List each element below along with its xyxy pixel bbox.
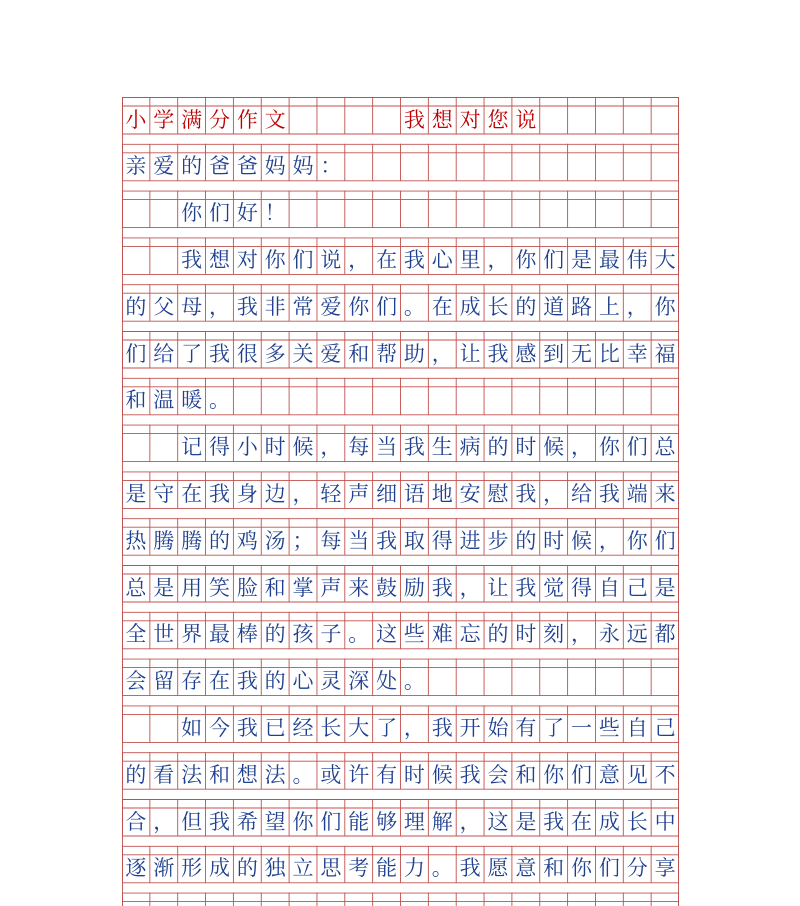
essay-char: 时 (403, 762, 425, 787)
essay-char: 够 (376, 809, 398, 834)
essay-char: 都 (654, 622, 676, 647)
essay-char: 的 (264, 669, 286, 694)
essay-char: 我 (208, 481, 230, 506)
essay-char: 会 (487, 762, 509, 787)
essay-char: 守 (153, 481, 175, 506)
essay-char: 感 (515, 341, 537, 366)
essay-char: 候 (292, 435, 314, 460)
essay-char: 这 (487, 809, 509, 834)
essay-char: 关 (292, 341, 314, 366)
essay-char: 妈 (264, 154, 286, 179)
essay-char: 大 (348, 715, 370, 740)
essay-char: 幸 (626, 341, 648, 366)
essay-char: 是 (153, 575, 175, 600)
essay-title-char: 我 (403, 107, 425, 132)
essay-char: 给 (153, 341, 175, 366)
essay-char: 你 (598, 435, 620, 460)
essay-char: 己 (626, 575, 648, 600)
essay-char: 合 (125, 809, 147, 834)
essay-title-char: 想 (431, 107, 453, 132)
essay-char: 始 (487, 715, 509, 740)
essay-char: 腾 (153, 528, 175, 553)
essay-char: 妈 (292, 154, 314, 179)
essay-char: 里 (459, 247, 481, 272)
essay-char: 脸 (236, 575, 258, 600)
essay-char: 路 (571, 294, 593, 319)
essay-char: 们 (543, 247, 565, 272)
essay-char: 的 (125, 762, 147, 787)
essay-char: ， (626, 294, 648, 319)
essay-char: 棒 (236, 622, 258, 647)
essay-char: 看 (153, 762, 175, 787)
essay-char: 你 (571, 856, 593, 881)
essay-char: 我 (236, 294, 258, 319)
essay-char: ， (487, 247, 509, 272)
essay-char: 我 (403, 435, 425, 460)
essay-char: 们 (208, 201, 230, 226)
essay-char: 子 (320, 622, 342, 647)
essay-char: 意 (598, 762, 620, 787)
essay-char: 暖 (181, 388, 203, 413)
essay-char: 福 (654, 341, 676, 366)
essay-char: 想 (208, 247, 230, 272)
essay-char: 力 (403, 856, 425, 881)
essay-char: 每 (320, 528, 342, 553)
essay-char: 我 (543, 809, 565, 834)
essay-char: 能 (348, 809, 370, 834)
essay-char: 声 (348, 481, 370, 506)
essay-char: 的 (515, 528, 537, 553)
essay-char: 来 (348, 575, 370, 600)
essay-char: 进 (459, 528, 481, 553)
essay-char: 记 (181, 435, 203, 460)
essay-char: 灵 (320, 669, 342, 694)
essay-char: ： (320, 154, 342, 179)
essay-char: 声 (320, 575, 342, 600)
essay-char: 和 (543, 856, 565, 881)
essay-char: 心 (431, 247, 453, 272)
essay-char: 难 (431, 622, 453, 647)
essay-char: 愿 (487, 856, 509, 881)
essay-char: 爱 (153, 154, 175, 179)
essay-char: 渐 (153, 856, 175, 881)
composition-paper (122, 97, 679, 906)
essay-char: 你 (348, 294, 370, 319)
essay-char: 我 (598, 481, 620, 506)
essay-char: ， (431, 341, 453, 366)
essay-char: 给 (571, 481, 593, 506)
essay-char: 我 (487, 341, 509, 366)
essay-char: 我 (515, 575, 537, 600)
essay-char: 意 (515, 856, 537, 881)
essay-char: 我 (208, 341, 230, 366)
essay-char: 但 (181, 809, 203, 834)
essay-char: 轻 (320, 481, 342, 506)
essay-char: 和 (125, 388, 147, 413)
essay-char: 身 (236, 481, 258, 506)
essay-char: 长 (320, 715, 342, 740)
essay-char: 远 (626, 622, 648, 647)
essay-char: 和 (348, 341, 370, 366)
essay-char: 生 (431, 435, 453, 460)
essay-char: 的 (264, 622, 286, 647)
essay-char: 总 (654, 435, 676, 460)
essay-char: 步 (487, 528, 509, 553)
essay-char: 你 (543, 762, 565, 787)
essay-char: 母 (181, 294, 203, 319)
essay-char: 思 (320, 856, 342, 881)
essay-char: 到 (543, 341, 565, 366)
essay-char: ， (459, 809, 481, 834)
essay-char: 会 (125, 669, 147, 694)
essay-char: 我 (431, 575, 453, 600)
essay-char: 我 (459, 762, 481, 787)
essay-char: 爸 (236, 154, 258, 179)
essay-char: 希 (236, 809, 258, 834)
essay-char: 说 (320, 247, 342, 272)
essay-char: 候 (571, 528, 593, 553)
essay-char: ， (571, 622, 593, 647)
essay-char: 让 (487, 575, 509, 600)
essay-char: 你 (654, 294, 676, 319)
essay-char: 当 (348, 528, 370, 553)
essay-char: 的 (208, 528, 230, 553)
essay-char: 时 (515, 435, 537, 460)
essay-char: 我 (459, 856, 481, 881)
essay-char: 你 (626, 528, 648, 553)
essay-char: ， (459, 575, 481, 600)
essay-char: 来 (654, 481, 676, 506)
essay-char: 一 (571, 715, 593, 740)
essay-char: 们 (571, 762, 593, 787)
essay-char: 亲 (125, 154, 147, 179)
essay-char: 在 (181, 481, 203, 506)
header-label-char: 作 (236, 107, 258, 132)
essay-char: 了 (376, 715, 398, 740)
essay-char: ， (598, 528, 620, 553)
essay-char: 的 (487, 622, 509, 647)
essay-char: 。 (292, 762, 314, 787)
essay-char: 理 (403, 809, 425, 834)
essay-char: 端 (626, 481, 648, 506)
essay-char: 你 (292, 809, 314, 834)
header-label-char: 满 (181, 107, 203, 132)
essay-char: 当 (376, 435, 398, 460)
essay-char: 。 (348, 622, 370, 647)
essay-char: 好 (236, 201, 258, 226)
essay-char: 的 (515, 294, 537, 319)
essay-char: 我 (181, 247, 203, 272)
essay-char: 细 (376, 481, 398, 506)
essay-char: 留 (153, 669, 175, 694)
essay-char: 刻 (543, 622, 565, 647)
essay-char: 你 (515, 247, 537, 272)
essay-char: 爱 (320, 294, 342, 319)
essay-char: 你 (181, 201, 203, 226)
header-label-char: 文 (264, 107, 286, 132)
essay-char: 独 (264, 856, 286, 881)
essay-char: 比 (598, 341, 620, 366)
essay-char: 解 (431, 809, 453, 834)
essay-char: ， (292, 481, 314, 506)
essay-char: 全 (125, 622, 147, 647)
essay-char: 望 (264, 809, 286, 834)
essay-char: 我 (236, 715, 258, 740)
essay-char: ！ (264, 201, 286, 226)
essay-char: 慰 (487, 481, 509, 506)
essay-char: 和 (208, 762, 230, 787)
essay-char: 有 (376, 762, 398, 787)
essay-char: 多 (264, 341, 286, 366)
essay-title-char: 您 (487, 107, 509, 132)
essay-char: ， (208, 294, 230, 319)
essay-char: 存 (181, 669, 203, 694)
essay-char: 让 (459, 341, 481, 366)
essay-char: 们 (292, 247, 314, 272)
essay-char: 的 (236, 856, 258, 881)
essay-char: 们 (320, 809, 342, 834)
essay-char: 些 (598, 715, 620, 740)
essay-char: 每 (348, 435, 370, 460)
essay-char: 爸 (208, 154, 230, 179)
essay-char: 最 (208, 622, 230, 647)
essay-char: ， (403, 715, 425, 740)
essay-char: 非 (264, 294, 286, 319)
essay-char: 地 (431, 481, 453, 506)
essay-char: 们 (626, 435, 648, 460)
essay-char: 我 (431, 715, 453, 740)
essay-char: 我 (403, 247, 425, 272)
essay-char: 能 (376, 856, 398, 881)
essay-char: 爱 (320, 341, 342, 366)
essay-char: 世 (153, 622, 175, 647)
essay-char: 想 (236, 762, 258, 787)
essay-char: 界 (181, 622, 203, 647)
essay-char: 时 (543, 528, 565, 553)
essay-char: 上 (598, 294, 620, 319)
essay-char: ， (571, 435, 593, 460)
essay-char: 自 (598, 575, 620, 600)
essay-char: 是 (654, 575, 676, 600)
essay-char: 病 (459, 435, 481, 460)
essay-char: 考 (348, 856, 370, 881)
essay-char: 父 (153, 294, 175, 319)
essay-char: 无 (571, 341, 593, 366)
essay-char: 法 (181, 762, 203, 787)
essay-char: ， (153, 809, 175, 834)
essay-char: 立 (292, 856, 314, 881)
essay-char: 成 (208, 856, 230, 881)
essay-char: 已 (264, 715, 286, 740)
essay-char: 笑 (208, 575, 230, 600)
essay-char: 总 (125, 575, 147, 600)
essay-char: 我 (376, 528, 398, 553)
essay-char: 你 (264, 247, 286, 272)
essay-char: 长 (626, 809, 648, 834)
essay-char: 伟 (626, 247, 648, 272)
essay-char: 边 (264, 481, 286, 506)
essay-char: 或 (320, 762, 342, 787)
essay-char: ； (292, 528, 314, 553)
essay-char: 开 (459, 715, 481, 740)
essay-char: 这 (376, 622, 398, 647)
essay-char: ， (348, 247, 370, 272)
essay-char: 中 (654, 809, 676, 834)
essay-char: 形 (181, 856, 203, 881)
essay-char: 处 (376, 669, 398, 694)
essay-char: 和 (515, 762, 537, 787)
essay-char: 时 (515, 622, 537, 647)
essay-char: 孩 (292, 622, 314, 647)
essay-char: 在 (208, 669, 230, 694)
essay-char: 了 (181, 341, 203, 366)
essay-char: 大 (654, 247, 676, 272)
essay-char: 对 (236, 247, 258, 272)
essay-char: 自 (626, 715, 648, 740)
essay-char: 得 (431, 528, 453, 553)
essay-char: 腾 (181, 528, 203, 553)
essay-char: 用 (181, 575, 203, 600)
essay-char: 是 (571, 247, 593, 272)
essay-char: 在 (571, 809, 593, 834)
essay-char: 时 (264, 435, 286, 460)
essay-char: 经 (292, 715, 314, 740)
essay-char: 长 (487, 294, 509, 319)
essay-char: 成 (459, 294, 481, 319)
essay-char: 候 (543, 435, 565, 460)
essay-char: 是 (125, 481, 147, 506)
essay-char: 忘 (459, 622, 481, 647)
essay-char: 安 (459, 481, 481, 506)
essay-char: 小 (236, 435, 258, 460)
essay-char: 们 (598, 856, 620, 881)
essay-char: 很 (236, 341, 258, 366)
essay-char: 深 (348, 669, 370, 694)
essay-char: 己 (654, 715, 676, 740)
essay-char: 心 (292, 669, 314, 694)
essay-char: 有 (515, 715, 537, 740)
essay-char: ， (320, 435, 342, 460)
essay-char: 常 (292, 294, 314, 319)
essay-char: 不 (654, 762, 676, 787)
essay-char: 。 (403, 294, 425, 319)
essay-char: 和 (264, 575, 286, 600)
essay-char: 。 (431, 856, 453, 881)
essay-char: 享 (654, 856, 676, 881)
essay-char: 成 (598, 809, 620, 834)
essay-char: 在 (431, 294, 453, 319)
essay-char: 得 (571, 575, 593, 600)
essay-char: 取 (403, 528, 425, 553)
essay-char: 了 (543, 715, 565, 740)
essay-char: 我 (515, 481, 537, 506)
essay-char: 候 (431, 762, 453, 787)
essay-char: 如 (181, 715, 203, 740)
essay-char: 助 (403, 341, 425, 366)
essay-title-char: 对 (459, 107, 481, 132)
essay-char: 我 (236, 669, 258, 694)
essay-char: 们 (125, 341, 147, 366)
essay-char: 在 (376, 247, 398, 272)
essay-char: 们 (376, 294, 398, 319)
essay-char: 得 (208, 435, 230, 460)
essay-char: 永 (598, 622, 620, 647)
essay-char: 今 (208, 715, 230, 740)
essay-char: 的 (181, 154, 203, 179)
essay-char: 是 (515, 809, 537, 834)
header-label-char: 分 (208, 107, 230, 132)
essay-char: 的 (125, 294, 147, 319)
essay-char: 些 (403, 622, 425, 647)
essay-char: 汤 (264, 528, 286, 553)
essay-char: 。 (403, 669, 425, 694)
essay-char: 掌 (292, 575, 314, 600)
essay-char: 励 (403, 575, 425, 600)
essay-char: 热 (125, 528, 147, 553)
essay-char: 们 (654, 528, 676, 553)
essay-char: ， (543, 481, 565, 506)
header-label-char: 学 (153, 107, 175, 132)
essay-char: 最 (598, 247, 620, 272)
essay-char: 道 (543, 294, 565, 319)
essay-char: 许 (348, 762, 370, 787)
essay-char: 觉 (543, 575, 565, 600)
essay-title-char: 说 (515, 107, 537, 132)
essay-char: 鸡 (236, 528, 258, 553)
essay-char: 语 (403, 481, 425, 506)
header-label-char: 小 (125, 107, 147, 132)
essay-char: 见 (626, 762, 648, 787)
essay-char: 鼓 (376, 575, 398, 600)
essay-char: 我 (208, 809, 230, 834)
essay-char: 的 (487, 435, 509, 460)
essay-char: 温 (153, 388, 175, 413)
essay-char: 法 (264, 762, 286, 787)
essay-char: 帮 (376, 341, 398, 366)
essay-char: 逐 (125, 856, 147, 881)
essay-char: 。 (208, 388, 230, 413)
text-cells (122, 97, 679, 906)
essay-char: 分 (626, 856, 648, 881)
